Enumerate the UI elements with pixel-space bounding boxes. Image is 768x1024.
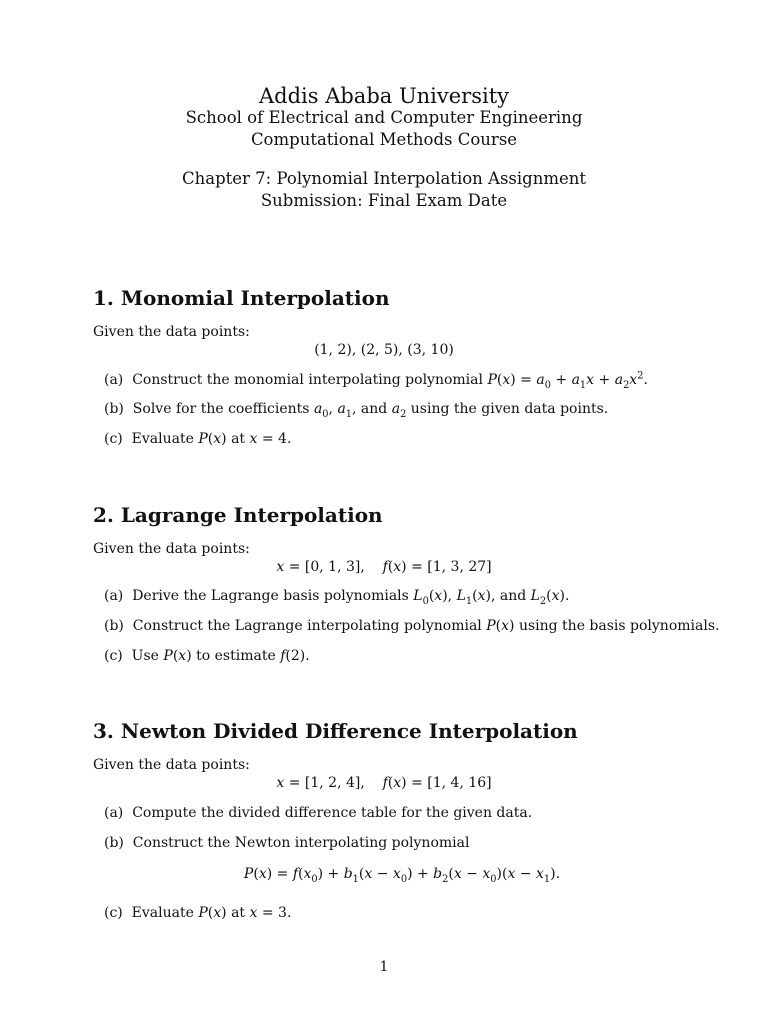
- section-1-intro: Given the data points:: [93, 324, 250, 340]
- item-label: (c): [104, 431, 123, 447]
- item-text: Use: [131, 648, 159, 664]
- item-text: Solve for the coefficients: [132, 401, 310, 417]
- item-text: Derive the Lagrange basis polynomials: [132, 588, 409, 604]
- item-math: P: [487, 372, 497, 388]
- item-label: (a): [104, 588, 124, 604]
- newton-formula: $P(x) = f(x_0) + b_1(x - x_0) + b_2(x - x_0)(x - x_1)$.: [243, 866, 561, 885]
- school-name: School of Electrical and Computer Engineering: [185, 108, 583, 127]
- item-label: (b): [104, 835, 124, 851]
- item-label: (b): [104, 401, 124, 417]
- section-title: Lagrange Interpolation: [120, 503, 383, 527]
- section-3-item-a: [104, 805, 532, 821]
- item-text: Evaluate: [131, 431, 194, 447]
- section-number: 3.: [93, 719, 114, 743]
- item-label: (a): [104, 372, 124, 388]
- item-text: Construct the monomial interpolating polynomial: [132, 372, 483, 388]
- university-title: Addis Ababa University: [258, 84, 510, 108]
- section-2-item-c: (c) Use P(x) to estimate f(2).: [104, 648, 310, 664]
- chapter-title: Chapter 7: Polynomial Interpolation Assignment: [181, 169, 587, 188]
- section-1-heading: [93, 286, 390, 310]
- item-text: Compute the divided difference table for the given data.: [132, 805, 533, 821]
- item-label: (c): [104, 648, 123, 664]
- section-number: 2.: [93, 503, 114, 527]
- section-2-heading: [93, 503, 383, 527]
- section-1-item-b: (b) Solve for the coefficients $a_0$, $a_1$, and $a_2$ using the given data points.: [104, 401, 609, 420]
- section-number: 1.: [93, 286, 114, 310]
- section-2-data-points: x = [0, 1, 3], f(x) = [1, 3, 27]: [276, 559, 492, 575]
- section-3-heading: [93, 719, 578, 743]
- section-title: Monomial Interpolation: [120, 286, 390, 310]
- course-name: Computational Methods Course: [250, 130, 518, 149]
- section-2-intro: Given the data points:: [93, 541, 250, 557]
- section-3-data-points: x = [1, 2, 4], f(x) = [1, 4, 16]: [276, 775, 492, 791]
- section-1-item-a: (a) Construct the monomial interpolating polynomial $P(x) = a_0 + a_1x + a_2x^2$.: [104, 370, 648, 391]
- item-label: (b): [104, 618, 124, 634]
- section-title: Newton Divided Difference Interpolation: [120, 719, 578, 743]
- section-1-item-c: (c) Evaluate P(x) at x = 4.: [104, 431, 292, 447]
- section-2-item-a: (a) Derive the Lagrange basis polynomials $L_0(x)$, $L_1(x)$, and $L_2(x)$.: [104, 588, 570, 607]
- section-3-item-c: (c) Evaluate P(x) at x = 3.: [104, 905, 292, 921]
- item-text: Evaluate: [131, 905, 194, 921]
- submission-line: Submission: Final Exam Date: [260, 191, 508, 210]
- item-text: Construct the Newton interpolating polynomial: [132, 835, 470, 851]
- section-2-item-b: (b) Construct the Lagrange interpolating polynomial P(x) using the basis polynomials.: [104, 618, 720, 634]
- section-1-data-points: (1, 2), (2, 5), (3, 10): [314, 342, 454, 358]
- section-3-intro: Given the data points:: [93, 757, 250, 773]
- item-label: (a): [104, 805, 124, 821]
- page-number: 1: [379, 959, 389, 975]
- section-3-item-b: [104, 835, 469, 851]
- item-text: Construct the Lagrange interpolating polynomial: [132, 618, 482, 634]
- item-label: (c): [104, 905, 123, 921]
